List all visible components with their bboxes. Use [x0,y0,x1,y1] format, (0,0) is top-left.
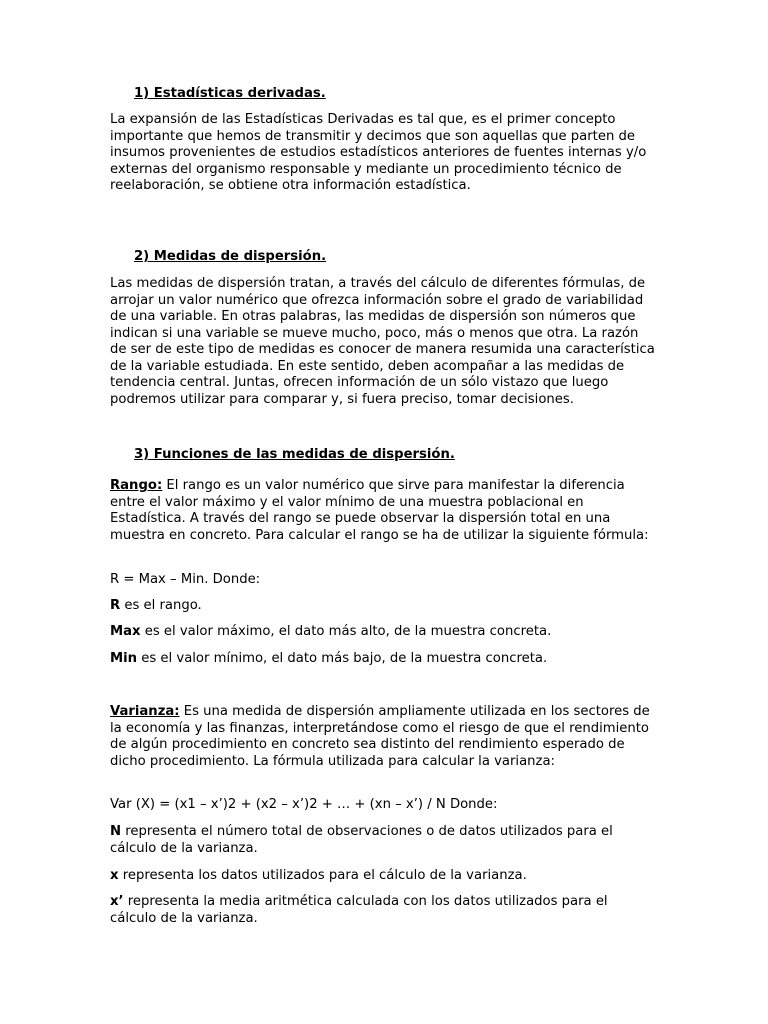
section-1-title: Estadísticas derivadas. [153,86,326,101]
section-2-heading [134,249,326,264]
rango-def-r-term: R [110,598,121,613]
varianza-term: Varianza: [110,704,180,719]
rango-def-r-text: es el rango. [120,598,202,613]
section-3-heading [134,447,455,462]
rango-def-max [110,624,658,641]
varianza-def-xmean-term: x’ [110,894,124,909]
varianza-formula: Var (X) = (x1 – x’)2 + (x2 – x’)2 + … + (xn – x’) / N Donde: [110,797,498,812]
varianza-def-x-text: representa los datos utilizados para el cálculo de la varianza. [118,868,527,883]
rango-formula: R = Max – Min. Donde: [110,572,261,587]
section-3-number: 3) [134,447,150,462]
varianza-def-n-text: representa el número total de observaciones o de datos utilizados para el cálculo de la varianza. [110,824,613,856]
rango-def-min-term: Min [110,651,138,666]
varianza-def-x [110,868,658,885]
section-1-heading [134,86,326,101]
rango-paragraph [110,478,658,544]
section-2-paragraph: Las medidas de dispersión tratan, a través del cálculo de diferentes fórmulas, de arrojar un valor numérico que ofrezca información sobre el grado de variabilidad de una variable. En otras palabras, las medidas de dispersión son números que indican si una variable se mueve mucho, poco, más o menos que otra. La razón de ser de este tipo de medidas es conocer de manera resumida una característica de la variable estudiada. En este sentido, deben acompañar a las medidas de tendencia central. Juntas, ofrecen información de un sólo vistazo que luego podremos utilizar para comparar y, si fuera preciso, tomar decisiones. [110,276,655,407]
rango-def-max-term: Max [110,624,141,639]
varianza-def-xmean [110,894,658,927]
rango-def-min [110,651,658,668]
rango-term: Rango: [110,478,163,493]
section-2-number: 2) [134,249,150,264]
section-1-number: 1) [134,86,150,101]
rango-def-min-text: es el valor mínimo, el dato más bajo, de la muestra concreta. [137,651,548,666]
varianza-paragraph [110,704,658,770]
section-3-title: Funciones de las medidas de dispersión. [153,447,455,462]
varianza-def-n-term: N [110,824,122,839]
document-page [110,0,658,1024]
varianza-def-n [110,824,658,857]
rango-def-max-text: es el valor máximo, el dato más alto, de la muestra concreta. [140,624,552,639]
rango-def-r [110,598,658,615]
rango-body: El rango es un valor numérico que sirve para manifestar la diferencia entre el valor máximo y el valor mínimo de una muestra poblacional en Estadística. A través del rango se puede observar la dispersión total en una muestra en concreto. Para calcular el rango se ha de utilizar la siguiente fórmula: [110,478,649,543]
section-2-title: Medidas de dispersión. [153,249,327,264]
varianza-def-xmean-text: representa la media aritmética calculada con los datos utilizados para el cálculo de la varianza. [110,894,608,926]
varianza-def-x-term: x [110,868,119,883]
section-1-paragraph: La expansión de las Estadísticas Derivadas es tal que, es el primer concepto importante que hemos de transmitir y decimos que son aquellas que parten de insumos provenientes de estudios estadísticos anteriores de fuentes internas y/o externas del organismo responsable y mediante un procedimiento técnico de reelaboración, se obtiene otra información estadística. [110,112,647,193]
varianza-body: Es una medida de dispersión ampliamente utilizada en los sectores de la economía y las finanzas, interpretándose como el riesgo de que el rendimiento de algún procedimiento en concreto sea distinto del rendimiento esperado de dicho procedimiento. La fórmula utilizada para calcular la varianza: [110,704,650,769]
